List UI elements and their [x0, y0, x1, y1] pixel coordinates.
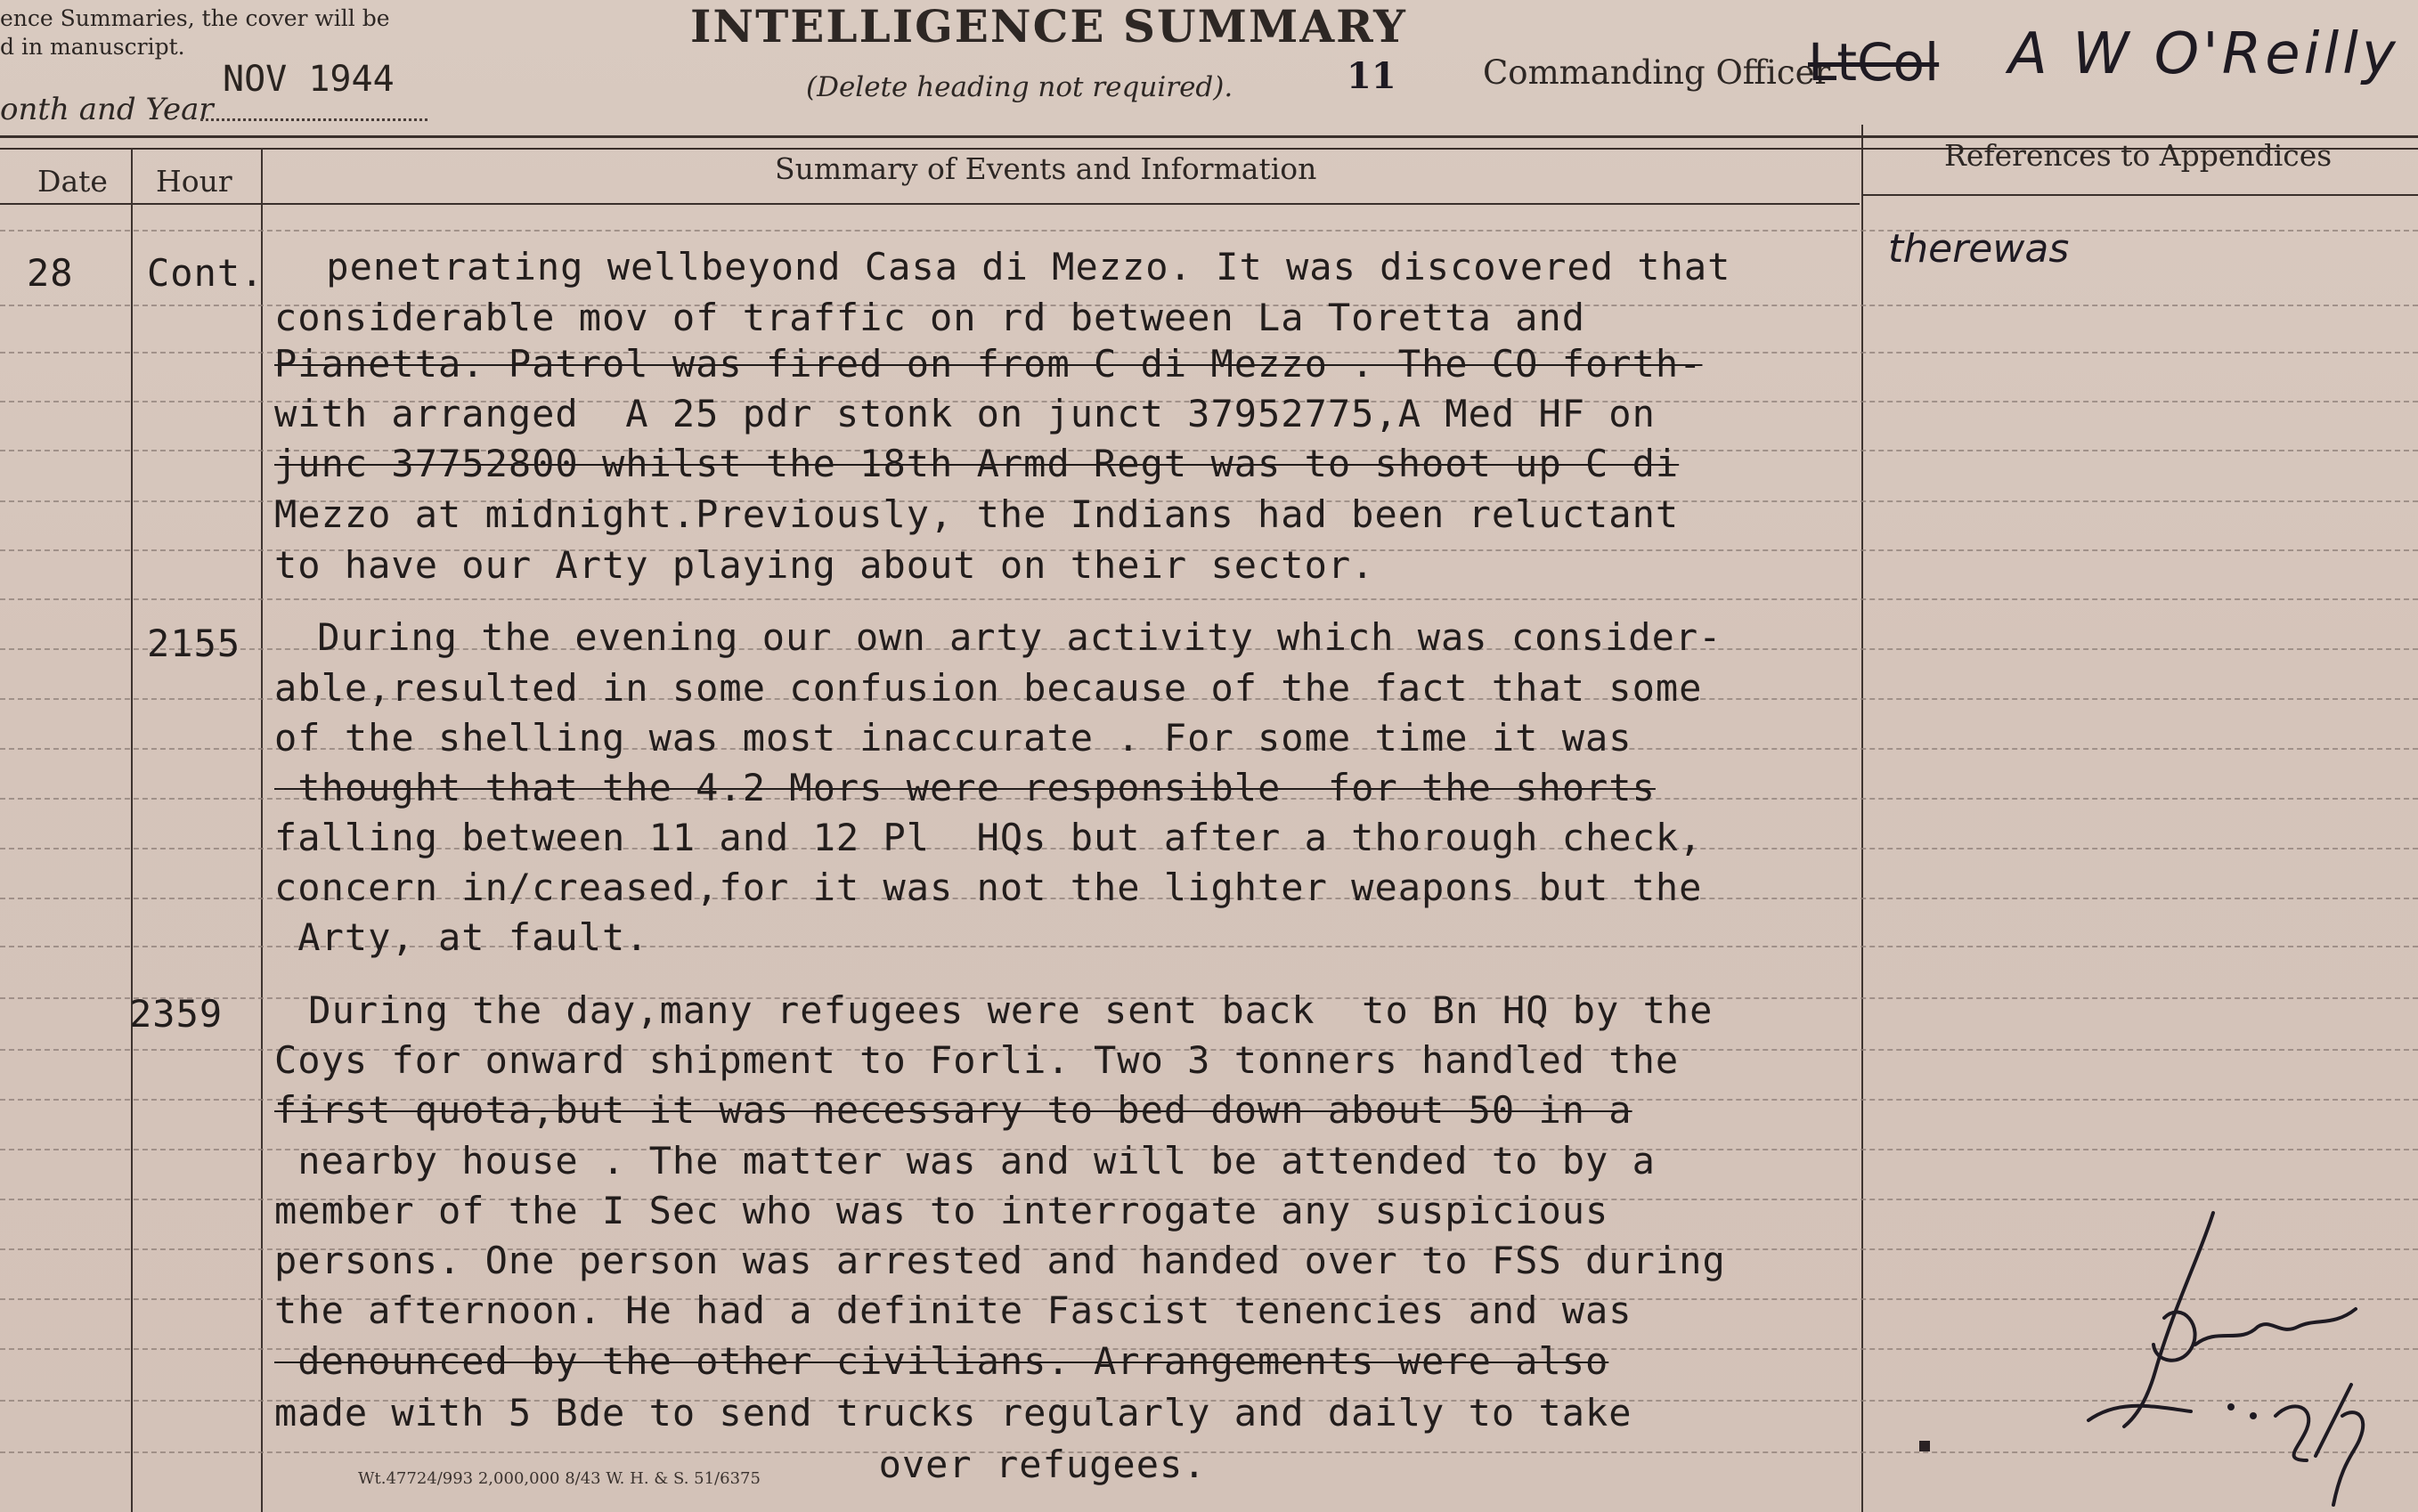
month-year-label: onth and Year [0, 92, 214, 127]
commanding-officer-name: A W O'Reilly [2008, 21, 2399, 87]
form-title: INTELLIGENCE SUMMARY [690, 0, 1407, 53]
entry-3-line-5: member of the I Sec who was to interrogate any suspicious [274, 1189, 1609, 1232]
handwritten-insert-there-was: therewas [1888, 226, 2070, 272]
commanding-officer-label: Commanding Officer [1483, 53, 1831, 92]
entry-3-line-6: persons. One person was arrested and handed over to FSS during [274, 1239, 1726, 1282]
entry-1-hour: Cont. [147, 251, 265, 295]
entry-3-line-4: nearby house . The matter was and will be attended to by a [274, 1139, 1656, 1183]
entry-1-line-6: Mezzo at midnight.Previously, the Indians had been reluctant [274, 492, 1680, 536]
ruled-line [0, 598, 2418, 600]
column-header-references: References to Appendices [1944, 138, 2333, 173]
entry-3-hour: 2359 [129, 992, 224, 1036]
entry-3-line-3: first quota,but it was necessary to bed down about 50 in a [274, 1088, 1632, 1132]
entry-1-line-4: with arranged A 25 pdr stonk on junct 37952775,A Med HF on [274, 392, 1656, 435]
entry-3-line-9: made with 5 Bde to send trucks regularly and daily to take [274, 1391, 1632, 1435]
signature-mark [2048, 1193, 2405, 1512]
entry-1-line-5: junc 37752800 whilst the 18th Armd Regt was to shoot up C di [274, 442, 1680, 485]
entry-3-line-10: over refugees. [668, 1443, 1207, 1486]
entry-3-line-2: Coys for onward shipment to Forli. Two 3 tonners handled the [274, 1038, 1680, 1082]
column-header-hour: Hour [156, 164, 232, 199]
entry-2-line-6: concern in/creased,for it was not the lighter weapons but the [274, 866, 1703, 909]
entry-2-line-1: During the evening our own arty activity which was consider- [294, 615, 1722, 659]
summary-column-divider [1861, 125, 1863, 1512]
form-subtitle: (Delete heading not required). [806, 71, 1233, 103]
entry-1-line-3: Pianetta. Patrol was fired on from C di Mezzo . The CO forth- [274, 342, 1703, 386]
entry-2-line-2: able,resulted in some confusion because of the fact that some [274, 666, 1703, 710]
entry-3-line-1: During the day,many refugees were sent back to Bn HQ by the [285, 988, 1714, 1032]
column-header-underline [0, 203, 1860, 205]
entry-2-line-4: thought that the 4.2 Mors were responsible for the shorts [274, 766, 1656, 809]
entry-2-line-7: Arty, at fault. [274, 915, 649, 959]
entry-1-line-1: penetrating wellbeyond Casa di Mezzo. It was discovered that [303, 245, 1731, 289]
column-header-underline-right [1863, 194, 2418, 196]
month-year-dotted-line [200, 118, 427, 121]
entry-3-line-7: the afternoon. He had a definite Fascist tenencies and was [274, 1288, 1632, 1332]
cover-instruction-line-1: ence Summaries, the cover will be [0, 5, 390, 31]
entry-1-line-7: to have our Arty playing about on their sector. [274, 543, 1375, 587]
form-print-code: Wt.47724/993 2,000,000 8/43 W. H. & S. 51/6375 [358, 1469, 761, 1488]
entry-2-hour: 2155 [147, 622, 241, 665]
entry-3-line-8: denounced by the other civilians. Arrangements were also [274, 1339, 1609, 1383]
entry-2-line-3: of the shelling was most inaccurate . For some time it was [274, 716, 1632, 760]
stroke-mark: 11 [1347, 55, 1396, 97]
column-header-summary: Summary of Events and Information [775, 151, 1317, 186]
entry-1-date: 28 [27, 251, 74, 295]
ink-dot [1919, 1441, 1930, 1451]
column-header-date: Date [37, 164, 108, 199]
month-year-value: NOV 1944 [223, 59, 395, 100]
cover-instruction-line-2: d in manuscript. [0, 34, 185, 60]
entry-2-line-5: falling between 11 and 12 Pl HQs but after a thorough check, [274, 816, 1703, 859]
commanding-officer-struck-rank: LtCol [1808, 32, 1940, 93]
entry-1-line-2: considerable mov of traffic on rd between La Toretta and [274, 296, 1586, 339]
